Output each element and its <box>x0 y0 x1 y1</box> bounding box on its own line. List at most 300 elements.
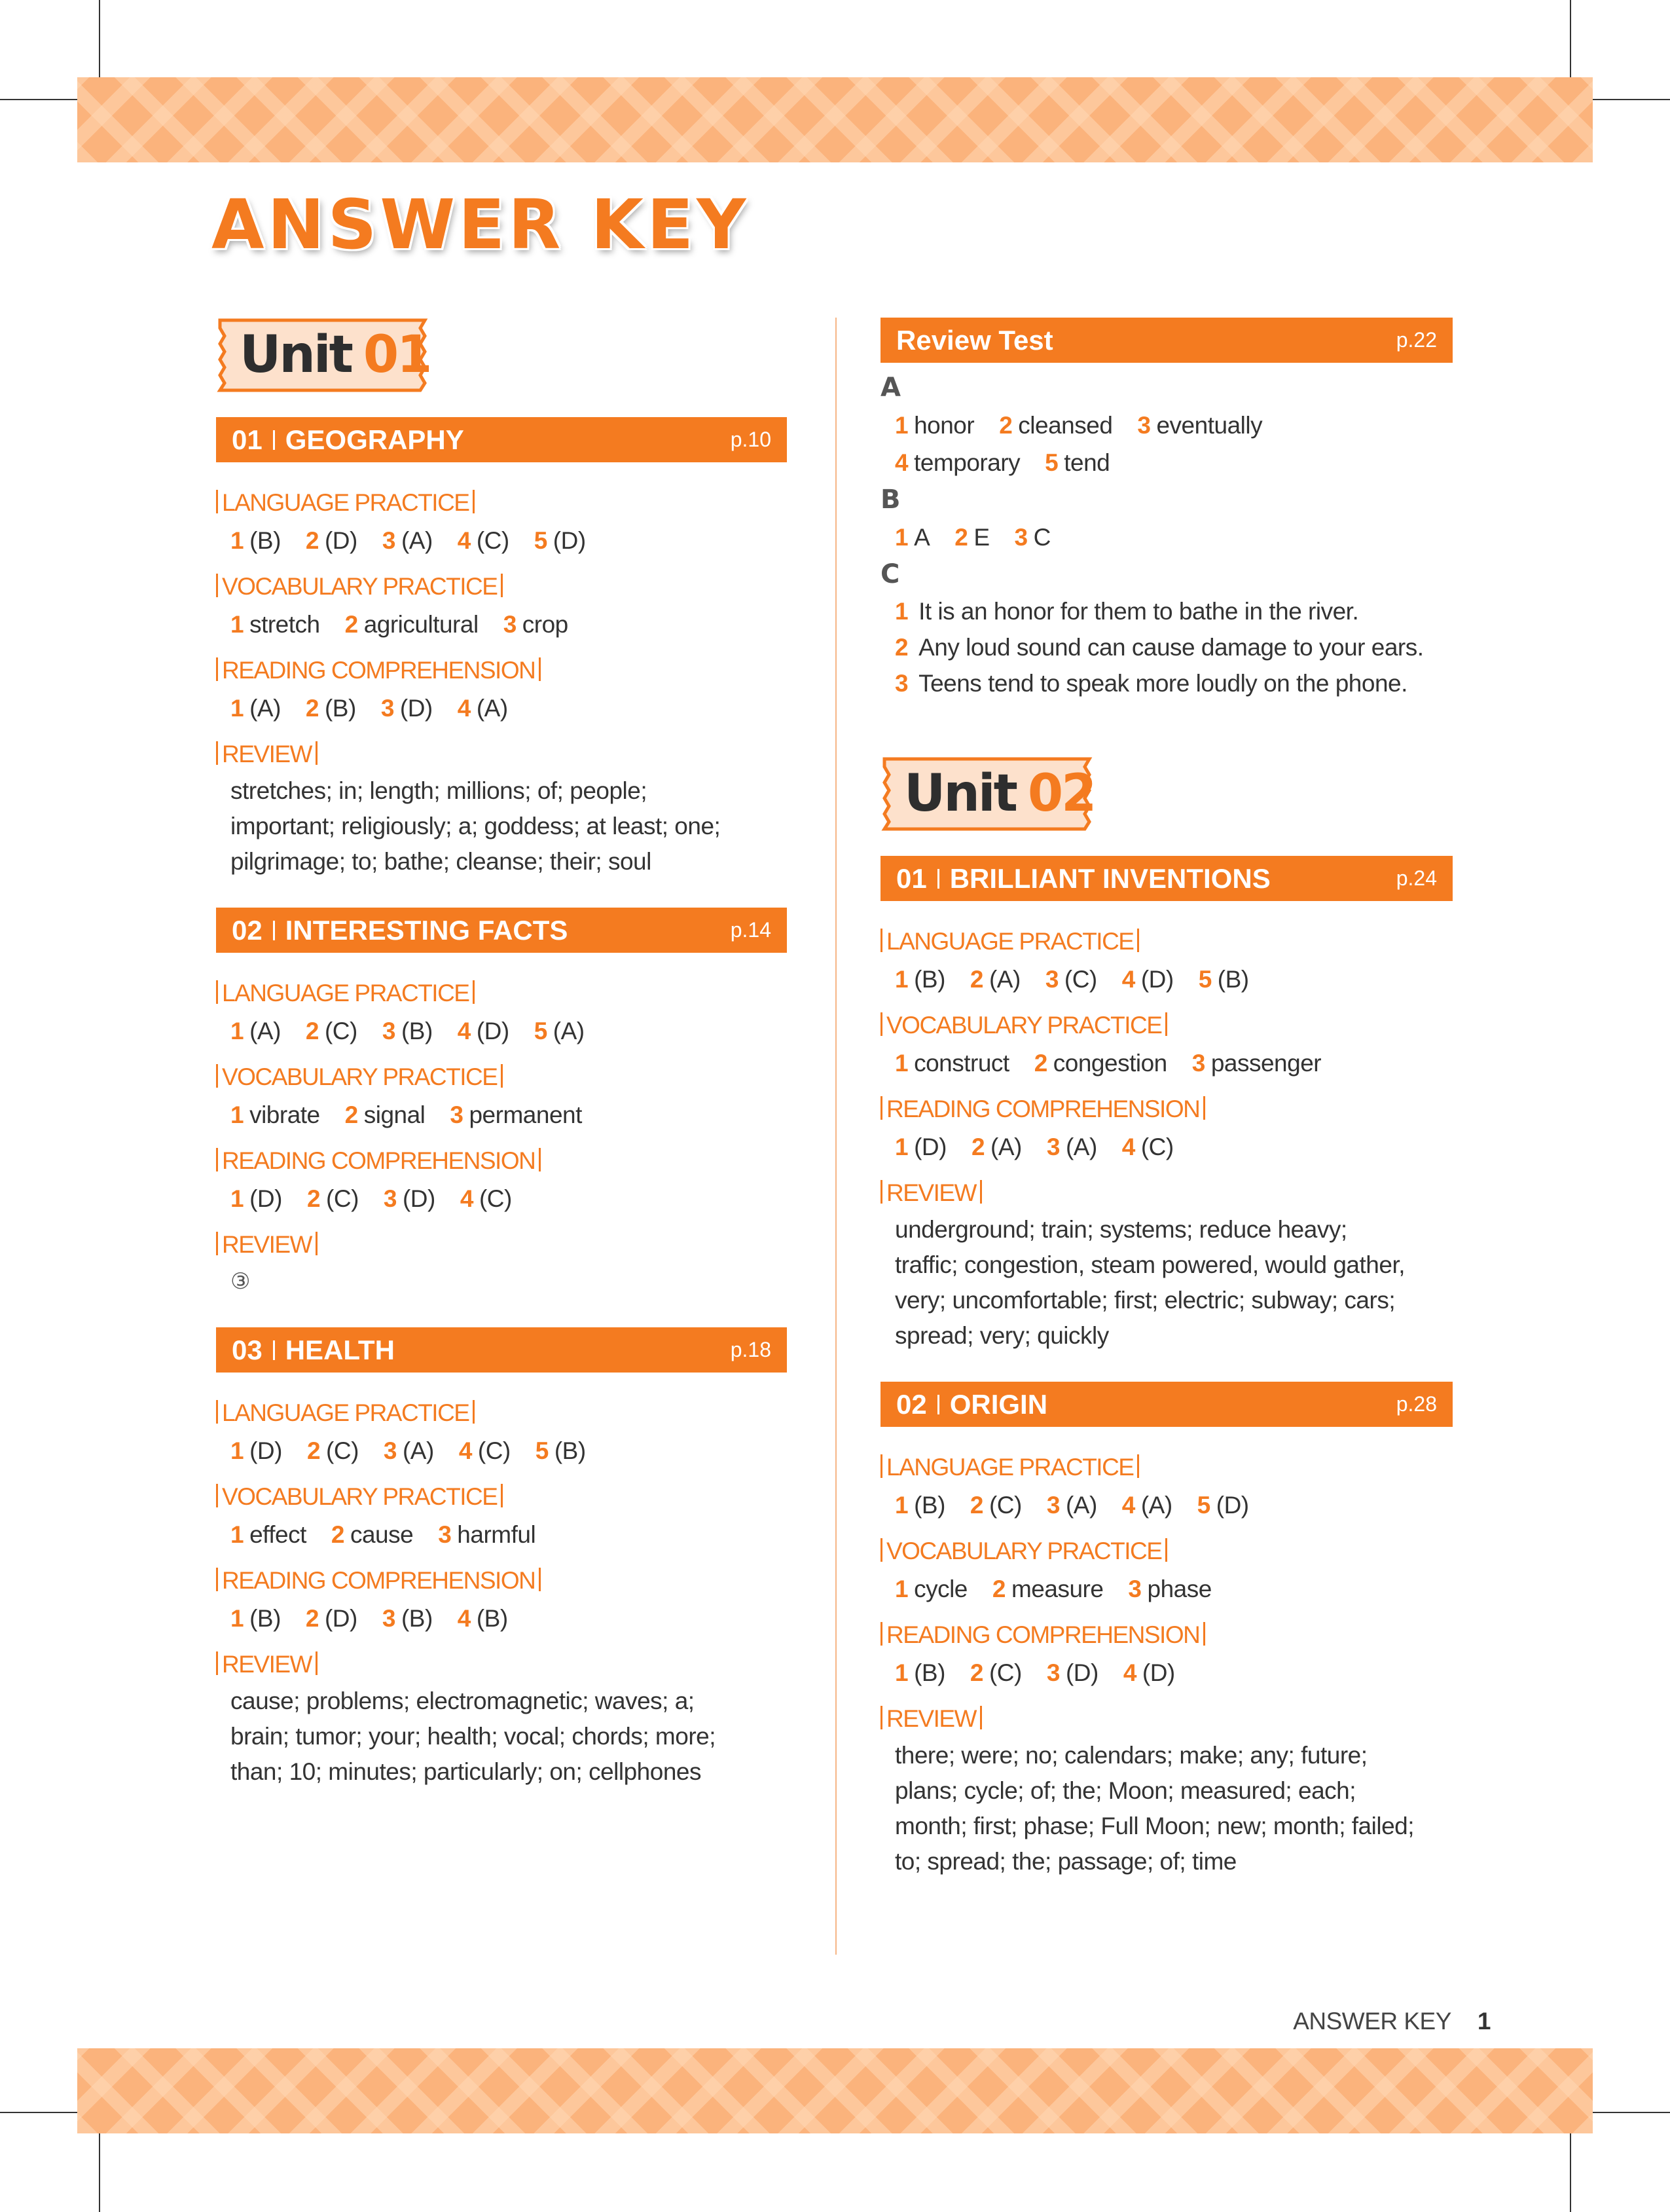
section-header-bar <box>216 1327 787 1373</box>
answer-number: 1 <box>230 527 244 554</box>
answer-number: 3 <box>380 695 394 722</box>
answer-number: 1 <box>230 1521 244 1548</box>
answer-item <box>307 1437 359 1464</box>
answer-row <box>216 1516 787 1553</box>
answer-item <box>1045 966 1097 993</box>
answer-item <box>458 695 508 722</box>
subheading-label: VOCABULARY PRACTICE <box>222 573 498 600</box>
answer-text: (A) <box>553 1018 585 1044</box>
answer-text: cycle <box>914 1576 968 1602</box>
answer-number: 2 <box>331 1521 344 1548</box>
section-header-bar <box>216 417 787 462</box>
subheading-label: VOCABULARY PRACTICE <box>886 1012 1162 1039</box>
answer-text: measure <box>1011 1576 1104 1602</box>
answer-row <box>880 1486 1453 1524</box>
answer-text: (C) <box>324 1018 357 1044</box>
subheading <box>216 652 787 690</box>
answer-number: 2 <box>970 1492 983 1519</box>
pipe <box>539 1568 541 1591</box>
answer-text: (B) <box>249 527 281 554</box>
pipe <box>473 490 475 513</box>
answer-text: harmful <box>457 1521 536 1548</box>
answer-number: 3 <box>1045 966 1059 993</box>
answer-row <box>216 690 787 727</box>
review-text-line: there; were; no; calendars; make; any; future; <box>895 1742 1368 1769</box>
subheading-label: REVIEW <box>886 1179 976 1206</box>
answer-row <box>216 606 787 643</box>
review-text-line: important; religiously; a; goddess; at least; one; <box>230 813 721 839</box>
subheading <box>216 1142 787 1180</box>
section-body <box>216 462 787 879</box>
crop-mark <box>0 99 77 100</box>
answer-number: 2 <box>344 611 358 638</box>
answer-item <box>1047 1659 1098 1686</box>
pipe <box>216 1148 218 1171</box>
answer-text: (C) <box>326 1437 359 1464</box>
crop-mark <box>1593 2112 1670 2113</box>
subheading <box>216 1562 787 1600</box>
separator <box>937 1395 939 1414</box>
answer-number: 2 <box>999 412 1013 439</box>
answer-item <box>306 1018 357 1044</box>
answer-text: (D) <box>553 527 586 554</box>
answer-number: 2 <box>305 527 319 554</box>
answer-number: 2 <box>992 1576 1006 1602</box>
right-column <box>880 318 1453 1908</box>
page-reference: p.28 <box>1396 1392 1437 1416</box>
answer-text: It is an honor for them to bathe in the river. <box>918 598 1359 625</box>
answer-text: (B) <box>401 1018 433 1044</box>
answer-item <box>895 412 974 439</box>
section-header-bar <box>880 1382 1453 1427</box>
subheading <box>880 1532 1453 1570</box>
review-text-line: to; spread; the; passage; of; time <box>895 1848 1237 1875</box>
pipe <box>216 1232 218 1255</box>
subheading <box>216 484 787 522</box>
answer-number: 3 <box>438 1521 452 1548</box>
answer-row <box>216 1600 787 1637</box>
section-title: Review Test <box>896 324 1053 356</box>
subheading-label: READING COMPREHENSION <box>222 657 535 684</box>
answer-item <box>970 1659 1022 1686</box>
answer-text: agricultural <box>363 611 479 638</box>
answer-number: 1 <box>895 966 909 993</box>
answer-number: 4 <box>458 1437 472 1464</box>
unit-label <box>240 325 430 384</box>
review-text-line: brain; tumor; your; health; vocal; chords; more; <box>230 1723 716 1750</box>
pipe <box>216 574 218 597</box>
answer-number: 1 <box>230 1605 244 1632</box>
answer-text: honor <box>914 412 975 439</box>
page-reference: p.18 <box>730 1338 771 1361</box>
pipe <box>216 1400 218 1424</box>
section-title: GEOGRAPHY <box>285 424 464 455</box>
answer-text: crop <box>522 611 568 638</box>
section-title: INTERESTING FACTS <box>285 914 568 946</box>
left-column <box>216 318 787 1818</box>
answer-row <box>216 1180 787 1217</box>
answer-number: 5 <box>1198 966 1212 993</box>
answer-number: 4 <box>1123 1659 1136 1686</box>
section-title: BRILLIANT INVENTIONS <box>949 862 1271 894</box>
answer-text: (D) <box>402 1185 435 1212</box>
review-text-line: underground; train; systems; reduce heavy; <box>895 1216 1347 1243</box>
answer-number: 1 <box>230 611 244 638</box>
pipe <box>216 741 218 765</box>
answer-number: 4 <box>1121 1492 1135 1519</box>
part-letter: C <box>880 559 900 589</box>
spacer <box>880 701 1453 756</box>
answer-text: (B) <box>1217 966 1249 993</box>
answer-item <box>1199 966 1249 993</box>
answer-item <box>460 1185 512 1212</box>
review-text-line: very; uncomfortable; first; electric; subway; cars; <box>895 1287 1396 1314</box>
pipe <box>316 741 318 765</box>
answer-number: 2 <box>305 1605 319 1632</box>
answer-number: 2 <box>305 1018 319 1044</box>
subheading <box>216 1646 787 1684</box>
answer-row <box>880 407 1453 444</box>
answer-item <box>384 1437 434 1464</box>
answer-text: permanent <box>469 1101 582 1128</box>
pipe <box>501 574 503 597</box>
section-title: ORIGIN <box>949 1388 1048 1420</box>
subheading <box>880 1700 1453 1738</box>
section-body <box>880 1427 1453 1879</box>
answer-item <box>895 1134 947 1160</box>
answer-row <box>216 1012 787 1050</box>
answer-item <box>895 524 930 551</box>
crop-mark <box>1570 0 1571 77</box>
unit-word: Unit <box>240 325 352 384</box>
pipe <box>880 1622 882 1646</box>
answer-text: (C) <box>989 1659 1022 1686</box>
answer-number: 3 <box>383 1437 397 1464</box>
pipe <box>880 1454 882 1478</box>
answer-row <box>880 1570 1453 1608</box>
answer-item <box>382 1018 433 1044</box>
pipe <box>216 1064 218 1088</box>
crop-mark <box>1593 99 1670 100</box>
answer-number: 2 <box>306 1185 321 1212</box>
crop-mark <box>0 2112 77 2113</box>
pipe <box>501 1064 503 1088</box>
answer-text: passenger <box>1210 1050 1322 1077</box>
answer-text: (A) <box>402 1437 434 1464</box>
separator <box>273 430 275 450</box>
page-reference: p.10 <box>730 428 771 451</box>
answer-text: (B) <box>476 1605 508 1632</box>
answer-text: vibrate <box>249 1101 320 1128</box>
subheading-label: REVIEW <box>222 1231 312 1258</box>
answer-sentence <box>880 593 1453 629</box>
answer-number: 3 <box>450 1101 463 1128</box>
section-title: HEALTH <box>285 1334 395 1365</box>
answer-text: (A) <box>1065 1492 1097 1519</box>
answer-row <box>880 1654 1453 1691</box>
part-letter: B <box>880 485 901 515</box>
answer-text: (C) <box>476 527 509 554</box>
page-reference: p.22 <box>1396 328 1437 352</box>
answer-text: (B) <box>914 966 945 993</box>
answer-item <box>306 527 357 554</box>
answer-number: 3 <box>1046 1134 1060 1160</box>
answer-text: C <box>1033 524 1051 551</box>
section-body <box>216 1373 787 1790</box>
answer-number: 1 <box>230 695 244 722</box>
unit-badge <box>216 318 429 393</box>
answer-number: 4 <box>460 1185 473 1212</box>
section-header-bar <box>880 318 1453 363</box>
answer-number: 3 <box>895 670 909 697</box>
pipe <box>539 657 541 681</box>
answer-item <box>384 1185 435 1212</box>
answer-number: 1 <box>895 1576 909 1602</box>
answer-text: eventually <box>1156 412 1263 439</box>
answer-number: 1 <box>895 524 909 551</box>
answer-text: (C) <box>479 1185 512 1212</box>
answer-item <box>381 695 433 722</box>
answer-text: (C) <box>1140 1134 1174 1160</box>
answer-number: 2 <box>970 966 983 993</box>
answer-item <box>230 1185 282 1212</box>
answer-number: 1 <box>230 1185 244 1212</box>
answer-row <box>880 519 1453 556</box>
answer-item <box>534 1018 585 1044</box>
answer-item <box>1122 1134 1174 1160</box>
answer-number: 1 <box>230 1437 244 1464</box>
answer-item <box>503 611 568 638</box>
answer-item <box>954 524 989 551</box>
section-header-bar <box>216 908 787 953</box>
answer-item <box>1137 412 1262 439</box>
pipe <box>216 490 218 513</box>
pipe <box>1203 1096 1205 1120</box>
answer-text: (D) <box>476 1018 509 1044</box>
answer-text: stretch <box>249 611 320 638</box>
subheading-label: LANGUAGE PRACTICE <box>886 1454 1134 1481</box>
subheading-label: LANGUAGE PRACTICE <box>222 489 469 516</box>
subheading <box>216 735 787 773</box>
subheading <box>880 1448 1453 1486</box>
answer-text: (B) <box>401 1605 433 1632</box>
answer-number: 4 <box>457 527 471 554</box>
review-test-body <box>880 363 1453 701</box>
answer-item <box>992 1576 1104 1602</box>
subheading-label: READING COMPREHENSION <box>886 1621 1200 1648</box>
answer-text: tend <box>1064 449 1110 476</box>
answer-number: 3 <box>383 1185 397 1212</box>
answer-text: (D) <box>1216 1492 1249 1519</box>
pipe <box>880 1180 882 1204</box>
answer-number: 1 <box>895 1492 909 1519</box>
answer-number: 3 <box>382 1605 395 1632</box>
section-interesting-facts <box>216 908 787 1299</box>
answer-text: (A) <box>249 1018 281 1044</box>
answer-row <box>216 522 787 559</box>
answer-item <box>1192 1050 1321 1077</box>
answer-text: (B) <box>324 695 356 722</box>
review-text-line: pilgrimage; to; bathe; cleanse; their; soul <box>230 848 651 875</box>
answer-number: 4 <box>457 1018 471 1044</box>
page-reference: p.24 <box>1396 866 1437 890</box>
answer-item <box>438 1521 535 1548</box>
pipe <box>473 1400 475 1424</box>
answer-item <box>1122 966 1174 993</box>
review-text-line: month; first; phase; Full Moon; new; month; failed; <box>895 1813 1414 1839</box>
answer-item <box>331 1521 413 1548</box>
answer-item <box>1122 1492 1172 1519</box>
answer-text: (A) <box>401 527 433 554</box>
answer-item <box>895 449 1020 476</box>
column-divider <box>835 318 837 1955</box>
subheading-label: REVIEW <box>886 1705 976 1732</box>
answer-number: 5 <box>535 1437 549 1464</box>
answer-number: 1 <box>895 1659 909 1686</box>
answer-item <box>382 1605 433 1632</box>
subheading <box>216 1226 787 1264</box>
answer-text: (D) <box>1140 966 1174 993</box>
pipe <box>1137 1454 1139 1478</box>
answer-item <box>534 527 586 554</box>
page-footer <box>1293 2008 1491 2035</box>
separator <box>273 1340 275 1360</box>
answer-text: (D) <box>249 1437 282 1464</box>
answer-item <box>970 966 1021 993</box>
answer-item <box>1197 1492 1249 1519</box>
answer-item <box>1128 1576 1211 1602</box>
pipe <box>980 1706 982 1729</box>
pipe <box>1203 1622 1205 1646</box>
answer-text: cleansed <box>1018 412 1113 439</box>
answer-text: A <box>914 524 930 551</box>
answer-text: Teens tend to speak more loudly on the phone. <box>918 670 1407 697</box>
answer-item <box>345 611 479 638</box>
answer-item <box>999 412 1112 439</box>
answer-number: 2 <box>895 634 909 661</box>
answer-number: 1 <box>895 412 909 439</box>
answer-number: 3 <box>382 527 395 554</box>
answer-item <box>458 1018 509 1044</box>
pipe <box>216 1568 218 1591</box>
subheading <box>880 923 1453 961</box>
separator <box>273 921 275 940</box>
unit-word: Unit <box>904 764 1016 823</box>
answer-text: (A) <box>1140 1492 1172 1519</box>
pipe <box>473 980 475 1004</box>
pipe <box>880 1706 882 1729</box>
answer-number: 5 <box>1197 1492 1210 1519</box>
pipe <box>880 929 882 952</box>
answer-number: 2 <box>970 1659 983 1686</box>
answer-item <box>458 527 509 554</box>
answer-item <box>230 527 281 554</box>
unit-label <box>904 764 1095 823</box>
answer-number: 2 <box>1034 1050 1047 1077</box>
pipe <box>316 1651 318 1675</box>
subheading-label: REVIEW <box>222 741 312 767</box>
answer-number: 2 <box>954 524 968 551</box>
answer-text: effect <box>249 1521 306 1548</box>
review-text-line: plans; cycle; of; the; Moon; measured; each; <box>895 1777 1356 1804</box>
answer-item <box>230 1521 306 1548</box>
subheading <box>216 974 787 1012</box>
part-letter: A <box>880 373 901 403</box>
answer-number: 3 <box>1014 524 1028 551</box>
page-number: 1 <box>1477 2008 1491 2035</box>
section-number: 02 <box>232 914 263 946</box>
subheading <box>216 1478 787 1516</box>
subheading-label: READING COMPREHENSION <box>886 1096 1200 1122</box>
review-text-line: ③ <box>230 1268 250 1295</box>
answer-text: construct <box>914 1050 1009 1077</box>
crop-mark <box>1570 2133 1571 2212</box>
pipe <box>216 980 218 1004</box>
answer-number: 2 <box>306 1437 321 1464</box>
answer-row <box>880 444 1453 481</box>
answer-number: 1 <box>230 1018 244 1044</box>
review-text-line: stretches; in; length; millions; of; people; <box>230 777 647 804</box>
answer-item <box>230 1605 281 1632</box>
answer-text: (D) <box>324 527 357 554</box>
pipe <box>501 1484 503 1507</box>
pipe <box>216 1484 218 1507</box>
pipe <box>316 1232 318 1255</box>
unit-number: 01 <box>363 325 431 384</box>
answer-text: congestion <box>1053 1050 1167 1077</box>
section-health <box>216 1327 787 1790</box>
subheading-label: VOCABULARY PRACTICE <box>886 1538 1162 1564</box>
answer-text: cause <box>350 1521 414 1548</box>
answer-row <box>880 1044 1453 1082</box>
subheading <box>216 1058 787 1096</box>
answer-item <box>895 1492 945 1519</box>
answer-text: temporary <box>914 449 1021 476</box>
top-decorative-band <box>77 77 1593 162</box>
separator <box>937 869 939 889</box>
answer-item <box>230 1437 282 1464</box>
answer-text: (A) <box>990 1134 1022 1160</box>
section-number: 01 <box>896 862 927 894</box>
bottom-decorative-band <box>77 2048 1593 2133</box>
answer-number: 3 <box>1046 1659 1060 1686</box>
answer-item <box>230 1101 320 1128</box>
answer-item <box>230 695 281 722</box>
answer-text: (B) <box>914 1492 945 1519</box>
section-number: 01 <box>232 424 263 455</box>
crop-mark <box>99 2133 100 2212</box>
pipe <box>216 657 218 681</box>
answer-text: phase <box>1147 1576 1212 1602</box>
section-origin <box>880 1382 1453 1879</box>
section-geography <box>216 417 787 879</box>
answer-item <box>1034 1050 1167 1077</box>
answer-text: (B) <box>249 1605 281 1632</box>
answer-item <box>1047 1134 1097 1160</box>
answer-item <box>971 1134 1022 1160</box>
answer-item <box>459 1437 511 1464</box>
answer-number: 2 <box>344 1101 358 1128</box>
subheading-label: VOCABULARY PRACTICE <box>222 1483 498 1510</box>
answer-sentence <box>880 665 1453 701</box>
answer-number: 1 <box>895 598 909 625</box>
answer-text: (B) <box>914 1659 945 1686</box>
answer-text: (A) <box>476 695 508 722</box>
answer-text: (C) <box>1064 966 1097 993</box>
pipe <box>216 1651 218 1675</box>
answer-text: (C) <box>326 1185 359 1212</box>
answer-item <box>307 1185 359 1212</box>
